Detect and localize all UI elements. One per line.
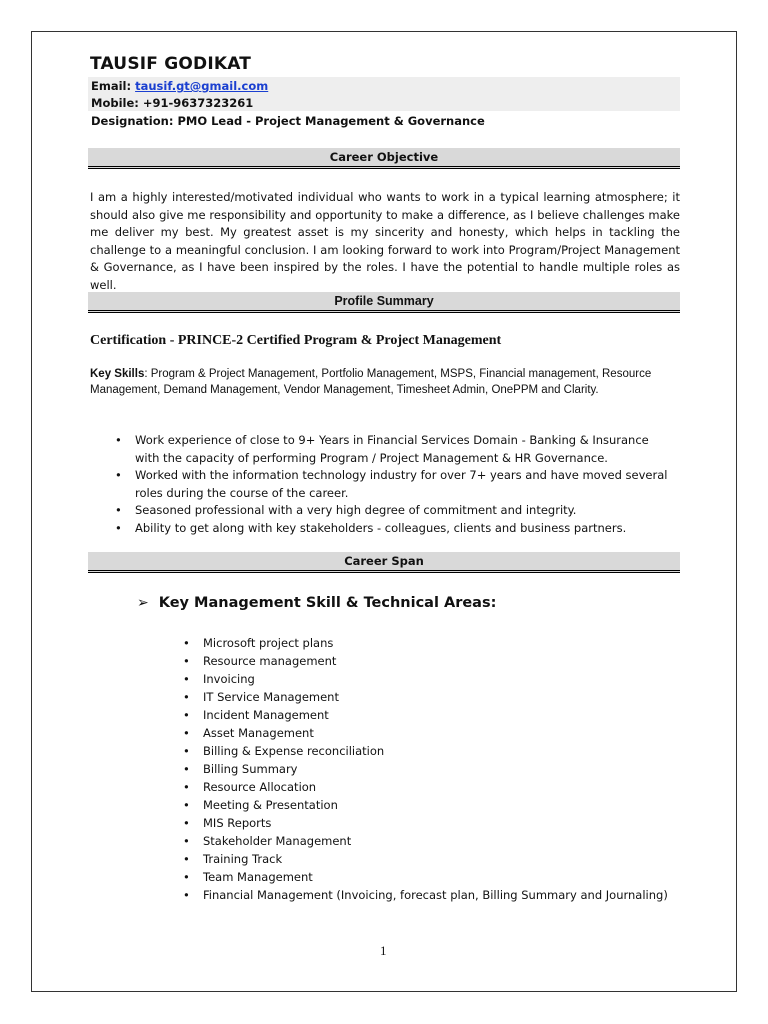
list-item: • Asset Management xyxy=(183,726,314,740)
bullet-dot: • xyxy=(183,888,190,902)
key-skills-label: Key Skills xyxy=(90,368,145,380)
bullet-dot: • xyxy=(183,654,190,668)
list-item: • Billing Summary xyxy=(183,762,298,776)
email-link[interactable]: tausif.gt@gmail.com xyxy=(135,79,269,93)
bullet-dot: • xyxy=(115,520,122,535)
bullet-dot: • xyxy=(183,690,190,704)
list-item: • Stakeholder Management xyxy=(183,834,352,848)
bullet-dot: • xyxy=(183,636,190,650)
list-item: • Incident Management xyxy=(183,708,329,722)
designation-line: Designation: PMO Lead - Project Management & Governance xyxy=(91,114,485,128)
bullet-dot: • xyxy=(183,852,190,866)
list-item: • IT Service Management xyxy=(183,690,339,704)
summary-bullet: • Seasoned professional with a very high degree of commitment and integrity. xyxy=(115,502,675,520)
bullet-dot: • xyxy=(183,870,190,884)
list-item: • MIS Reports xyxy=(183,816,272,830)
list-item: • Training Track xyxy=(183,852,283,866)
bullet-dot: • xyxy=(183,726,190,740)
list-item: • Team Management xyxy=(183,870,313,884)
bullet-dot: • xyxy=(183,762,190,776)
summary-bullet: • Work experience of close to 9+ Years in Financial Services Domain - Banking & Insurance with the capacity of performing Program / Project Management & HR Governance. xyxy=(115,433,649,465)
key-areas-heading-text: Key Management Skill & Technical Areas: xyxy=(158,595,497,611)
career-objective-text: I am a highly interested/motivated individual who wants to work in a typical learning atmosphere; it should also give me responsibility and opportunity to make a difference, as I believe challenges make me deliver my best. My greatest asset is my sincerity and honesty, which helps in tackling the challenge to a meaningful conclusion. I am looking forward to work into Program/Project Management & Governance, as I have been inspired by the roles. I have the potential to handle multiple roles as well. xyxy=(90,190,680,292)
section-profile-summary: Profile Summary xyxy=(88,292,680,313)
list-item: • Microsoft project plans xyxy=(183,636,334,650)
bullet-dot: • xyxy=(183,798,190,812)
bullet-dot: • xyxy=(183,834,190,848)
bullet-dot: • xyxy=(115,503,122,517)
section-career-span: Career Span xyxy=(88,552,680,573)
key-areas-list xyxy=(183,634,668,904)
bullet-dot: • xyxy=(183,744,190,758)
list-item: • Billing & Expense reconciliation xyxy=(183,744,385,758)
bullet-dot: • xyxy=(183,816,190,830)
list-item: • Meeting & Presentation xyxy=(183,798,338,812)
email-label: Email: xyxy=(91,79,136,93)
bullet-dot: • xyxy=(183,708,190,722)
bullet-dot: • xyxy=(183,780,190,794)
certification: Certification - PRINCE-2 Certified Program & Project Management xyxy=(90,333,502,348)
arrow-bullet-icon: ➢ xyxy=(137,595,149,611)
summary-bullet: • Ability to get along with key stakeholders - colleagues, clients and business partners. xyxy=(115,520,675,538)
bullet-dot: • xyxy=(115,468,122,482)
key-areas-heading xyxy=(137,595,496,611)
candidate-name: TAUSIF GODIKAT xyxy=(90,54,252,74)
list-item: • Resource Allocation xyxy=(183,780,317,794)
summary-bullet: • Worked with the information technology industry for over 7+ years and have moved several roles during the course of the career. xyxy=(115,468,668,500)
mobile-line: Mobile: +91-9637323261 xyxy=(91,96,254,110)
list-item: • Financial Management (Invoicing, forecast plan, Billing Summary and Journaling) xyxy=(183,888,668,902)
bullet-dot: • xyxy=(183,672,190,686)
list-item: • Resource management xyxy=(183,654,337,668)
key-skills-text: : Program & Project Management, Portfolio Management, MSPS, Financial management, Resource Management, Demand Management, Vendor Management, Timesheet Admin, OnePPM and Clarity. xyxy=(90,368,652,396)
list-item: • Invoicing xyxy=(183,672,255,686)
page-number: 1 xyxy=(380,943,387,958)
section-career-objective: Career Objective xyxy=(88,148,680,169)
summary-bullets xyxy=(115,432,675,537)
key-skills xyxy=(90,367,690,398)
email-line xyxy=(91,79,268,93)
bullet-dot: • xyxy=(115,433,122,447)
